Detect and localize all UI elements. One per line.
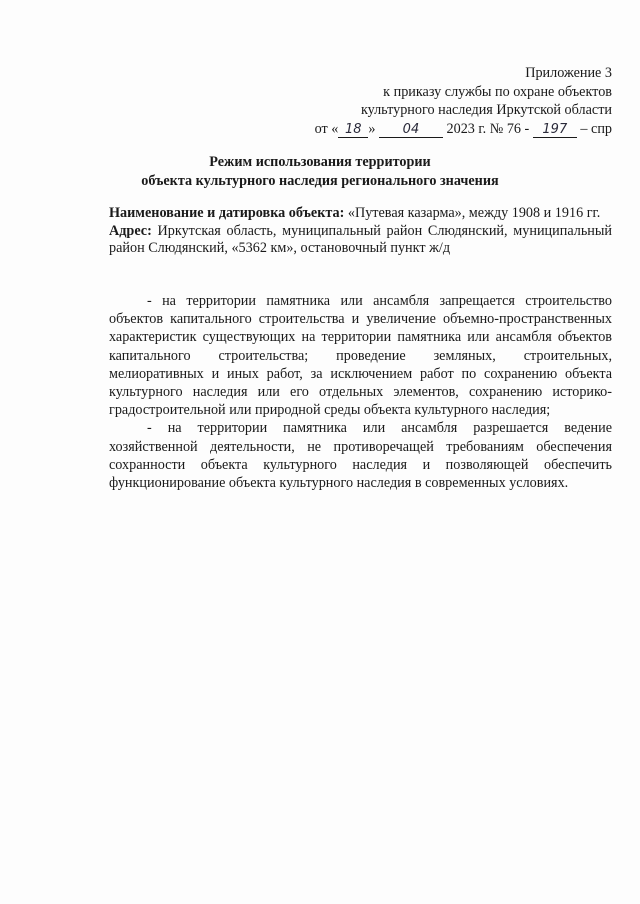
object-address-row — [109, 223, 612, 258]
appendix-number: Приложение 3 — [525, 65, 612, 81]
title-line-2: объекта культурного наследия регионального значения — [141, 172, 499, 189]
title-line-1: Режим использования территории — [209, 154, 431, 170]
object-name-label: Наименование и датировка объекта: — [109, 205, 345, 221]
object-address-value: Иркутская область, муниципальный район Слюдянский, муниципальный район Слюдянский, «5362 км», остановочный пункт ж/д — [109, 222, 613, 256]
appendix-header — [315, 64, 612, 138]
appendix-authority-line: культурного наследия Иркутской области — [360, 102, 612, 118]
handwritten-month: 04 — [379, 123, 443, 138]
appendix-order-line: к приказу службы по охране объектов — [383, 83, 612, 100]
appendix-date-line — [315, 120, 612, 139]
object-name-row — [109, 205, 612, 223]
handwritten-order-number: 197 — [533, 123, 577, 138]
date-year-text: 2023 г. № 76 - — [446, 120, 530, 137]
rule-permitted: - на территории памятника или ансамбля разрешается ведение хозяйственной деятельности, не противоречащей требованиям обеспечения сохранности объекта культурного наследия и позволяющей обеспечить функционирование объекта культурного наследия в современных условиях. — [109, 420, 612, 492]
rule-prohibited: - на территории памятника или ансамбля запрещается строительство объектов капитального строительства и увеличение объемно-пространственных характеристик существующих на территории памятника или ансамбля объектов капитального строительства; проведение земляных, строительных, мелиоративных и иных работ, за исключением работ по сохранению объекта культурного наследия или его отдельных элементов, сохранению историко-градостроительной или природной среды объекта культурного наследия; — [109, 293, 612, 419]
handwritten-day: 18 — [338, 123, 368, 138]
document-title — [0, 153, 640, 190]
object-info — [109, 205, 612, 258]
date-close-quote: » — [368, 120, 376, 137]
order-suffix: – спр — [580, 120, 612, 137]
usage-rules — [109, 292, 612, 492]
object-name-value: «Путевая казарма», между 1908 и 1916 гг. — [347, 205, 601, 221]
object-address-label: Адрес: — [109, 222, 152, 239]
date-prefix: от « — [314, 120, 339, 137]
